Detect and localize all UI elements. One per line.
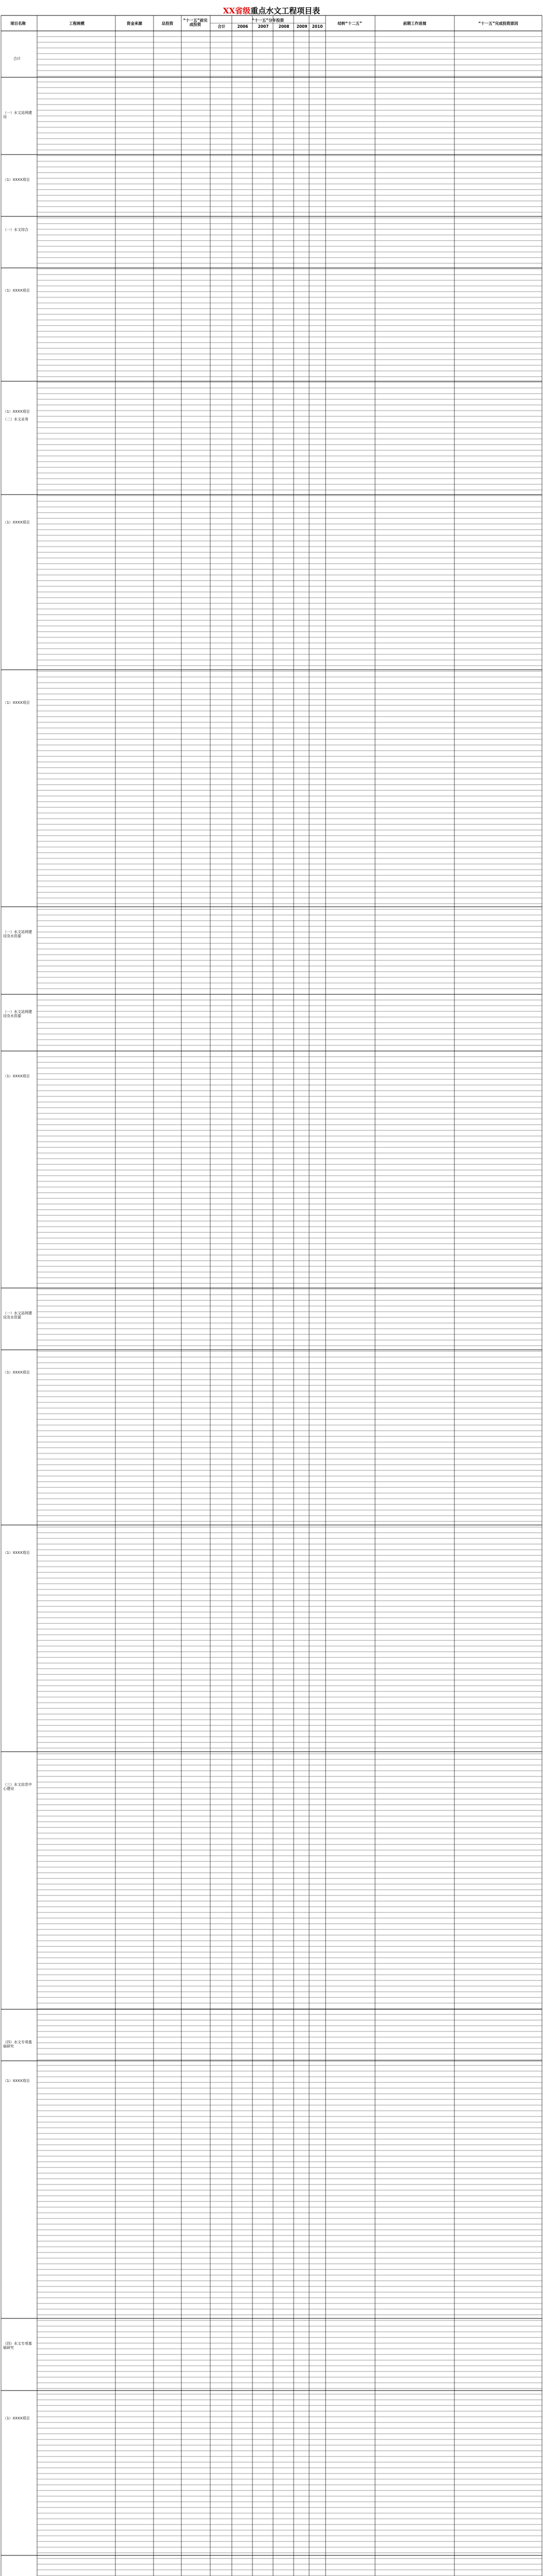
header-year-2010: 2010 — [312, 24, 323, 29]
header-reason: “十一五”完成投资原因 — [478, 21, 518, 26]
header-total: 总投资 — [161, 21, 174, 26]
xx-project-8: （1）XXXX项目 — [3, 1551, 30, 1555]
xx-project-9: （1）XXXX项目 — [3, 2079, 30, 2083]
title-prefix: XX省级 — [223, 6, 251, 15]
xx-project-3: （1）XXXX项目 — [3, 410, 30, 414]
xx-project-5: （1）XXXX项目 — [3, 701, 30, 705]
xx-project-10: （1）XXXX项目 — [3, 2416, 30, 2420]
header-after: 结转“十二五” — [337, 21, 362, 26]
xx-project-1: （1）XXXX项目 — [3, 178, 30, 182]
header-investment: 资金来源 — [127, 21, 142, 26]
title-main: 重点水文工程项目表 — [250, 6, 320, 15]
header-work-plan: 前期工作进展 — [403, 21, 427, 26]
kind-special-b: （四）水文专项基础研究 — [3, 2342, 32, 2350]
xx-project-2: （1）XXXX项目 — [3, 289, 30, 293]
header-year-2006: 2006 — [237, 24, 248, 29]
kind-info: （三）水文信息中心建设 — [3, 1783, 32, 1791]
kind-hydro-station: （一）水文站网建设 — [3, 111, 32, 119]
kind-special-a: （四）水文专项基础研究 — [3, 2040, 32, 2048]
project-1-to-4-b: （一）水文站网建设及水资源 — [3, 1010, 32, 1018]
total-row-label: 合计 — [13, 57, 21, 61]
project-1-to-4-c: （一）水文站网建设及水资源 — [3, 1311, 32, 1319]
header-year-2009: 2009 — [296, 24, 308, 29]
header-year-2008: 2008 — [278, 24, 290, 29]
header-plan-group: “十一五”分年投资 — [251, 18, 284, 23]
project-overall: （一）水文综合 — [3, 228, 28, 232]
xx-project-7: （1）XXXX项目 — [3, 1370, 30, 1375]
kind-basic: （二）水文业务 — [3, 417, 28, 421]
xx-project-4: （1）XXXX项目 — [3, 520, 30, 524]
header-scope: 工程规模 — [69, 21, 84, 26]
header-year-2007: 2007 — [258, 24, 269, 29]
header-before-11th: “十一五”前完成投资 — [183, 18, 208, 27]
header-project-name: 项目名称 — [10, 21, 26, 26]
header-sum: 合计 — [217, 24, 226, 29]
project-1-to-4-a: （一）水文站网建设及水资源 — [3, 930, 32, 938]
xx-project-6: （1）XXXX项目 — [3, 1074, 30, 1078]
